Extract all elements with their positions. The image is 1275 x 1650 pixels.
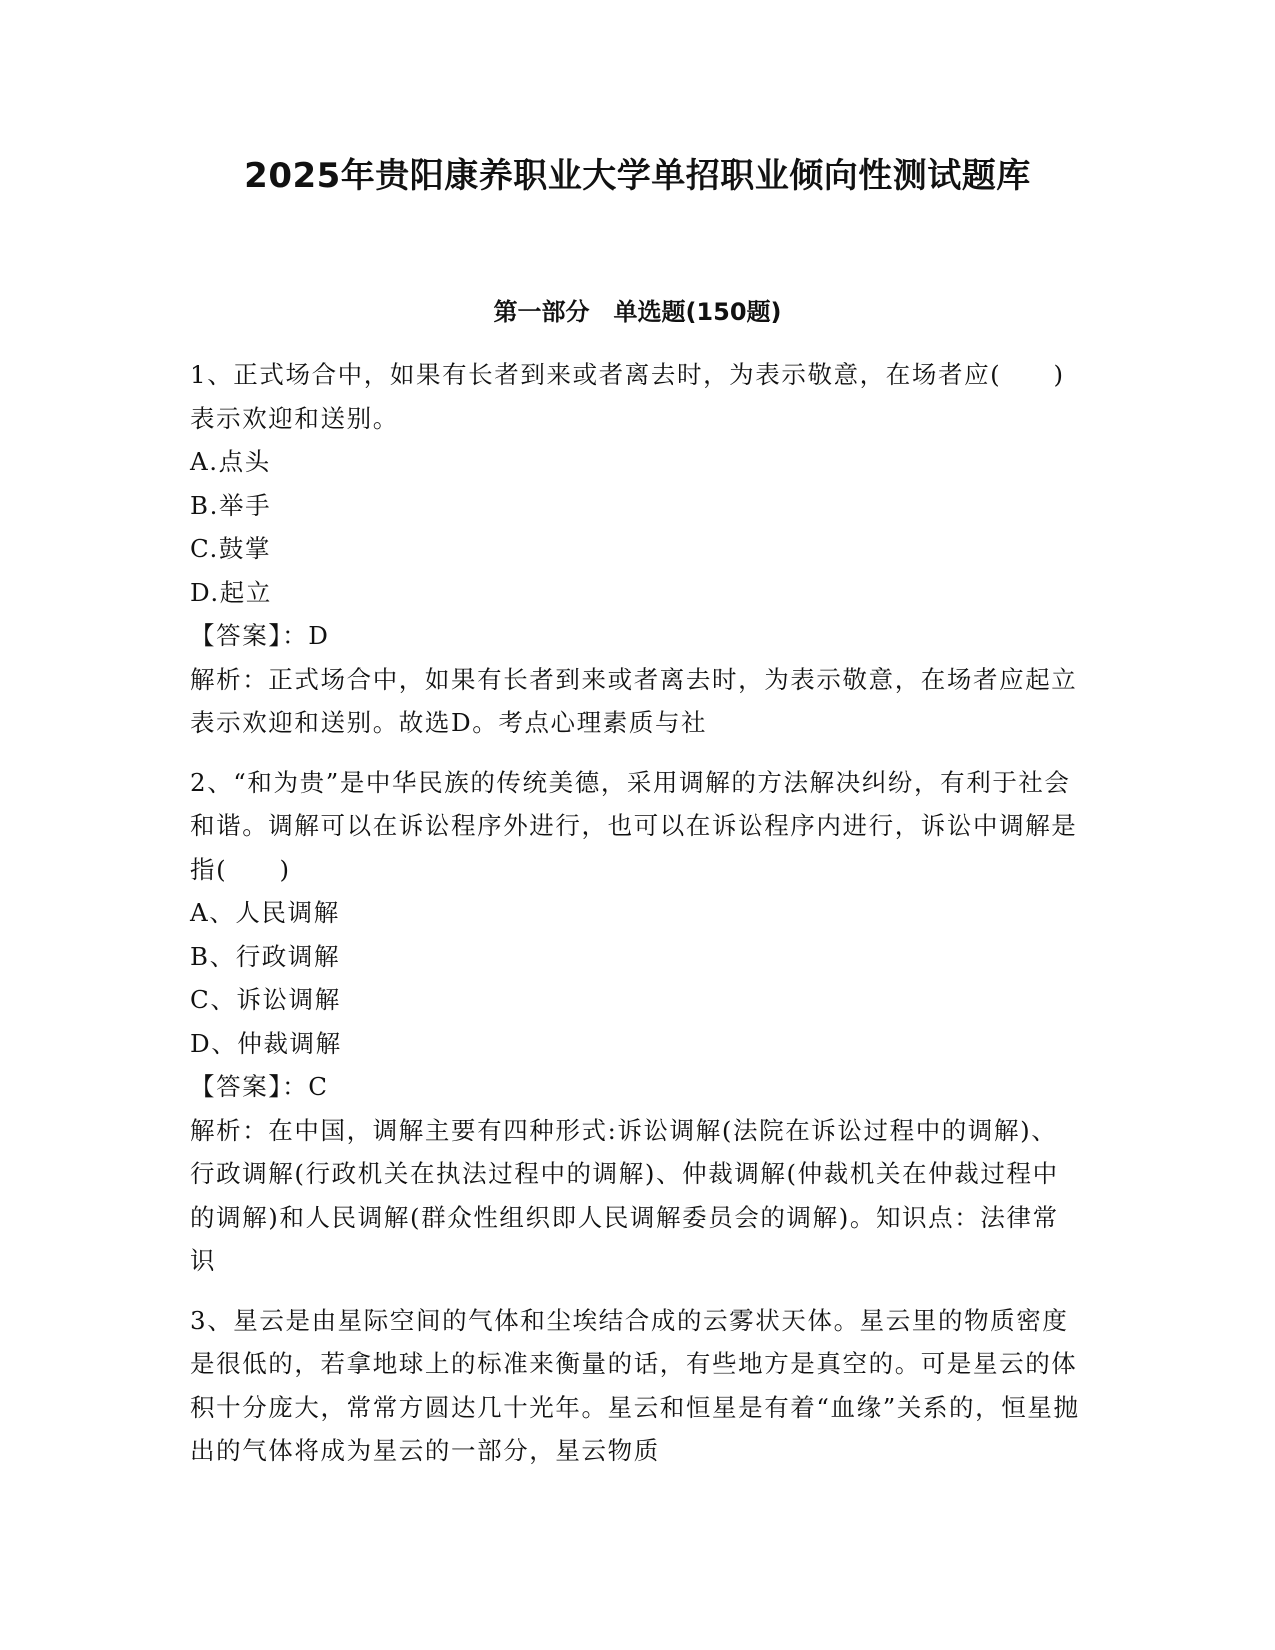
option-a: A、人民调解 xyxy=(190,898,340,927)
answer-line: 【答案】：D xyxy=(190,621,330,650)
question-stem: 2、“和为贵”是中华民族的传统美德，采用调解的方法解决纠纷，有利于社会和谐。调解可以在诉讼程序外进行，也可以在诉讼程序内进行，诉讼中调解是指( ) xyxy=(190,767,1078,884)
option-d: D.起立 xyxy=(190,577,272,607)
question-2 xyxy=(190,761,1080,1283)
question-1 xyxy=(190,353,1080,745)
analysis-text: 解析：在中国，调解主要有四种形式:诉讼调解(法院在诉讼过程中的调解)、行政调解(行政机关在执法过程中的调解)、仲裁调解(仲裁机关在仲裁过程中的调解)和人民调解(群众性组织即人民调解委员会的调解)。知识点：法律常识 xyxy=(190,1115,1059,1275)
section-title: 第一部分 单选题(150题) xyxy=(493,298,782,326)
question-stem: 3、星云是由星际空间的气体和尘埃结合成的云雾状天体。星云里的物质密度是很低的，若拿地球上的标准来衡量的话，有些地方是真空的。可是星云的体积十分庞大，常常方圆达几十光年。星云和恒星是有着“血缘”关系的，恒星抛出的气体将成为星云的一部分，星云物质 xyxy=(190,1305,1080,1465)
question-list xyxy=(190,353,1080,1489)
analysis-text: 解析：正式场合中，如果有长者到来或者离去时，为表示敬意，在场者应起立表示欢迎和送别。故选D。考点心理素质与社 xyxy=(190,664,1078,737)
document-title: 2025年贵阳康养职业大学单招职业倾向性测试题库 xyxy=(244,156,1031,196)
option-d: D、仲裁调解 xyxy=(190,1028,342,1058)
option-c: C.鼓掌 xyxy=(190,534,272,563)
question-3 xyxy=(190,1299,1080,1473)
question-stem: 1、正式场合中，如果有长者到来或者离去时，为表示敬意，在场者应( )表示欢迎和送别。 xyxy=(190,360,1065,433)
answer-line: 【答案】：C xyxy=(190,1072,329,1101)
option-b: B.举手 xyxy=(190,490,272,520)
option-b: B、行政调解 xyxy=(190,941,341,971)
option-c: C、诉讼调解 xyxy=(190,985,341,1014)
option-a: A.点头 xyxy=(190,447,271,476)
